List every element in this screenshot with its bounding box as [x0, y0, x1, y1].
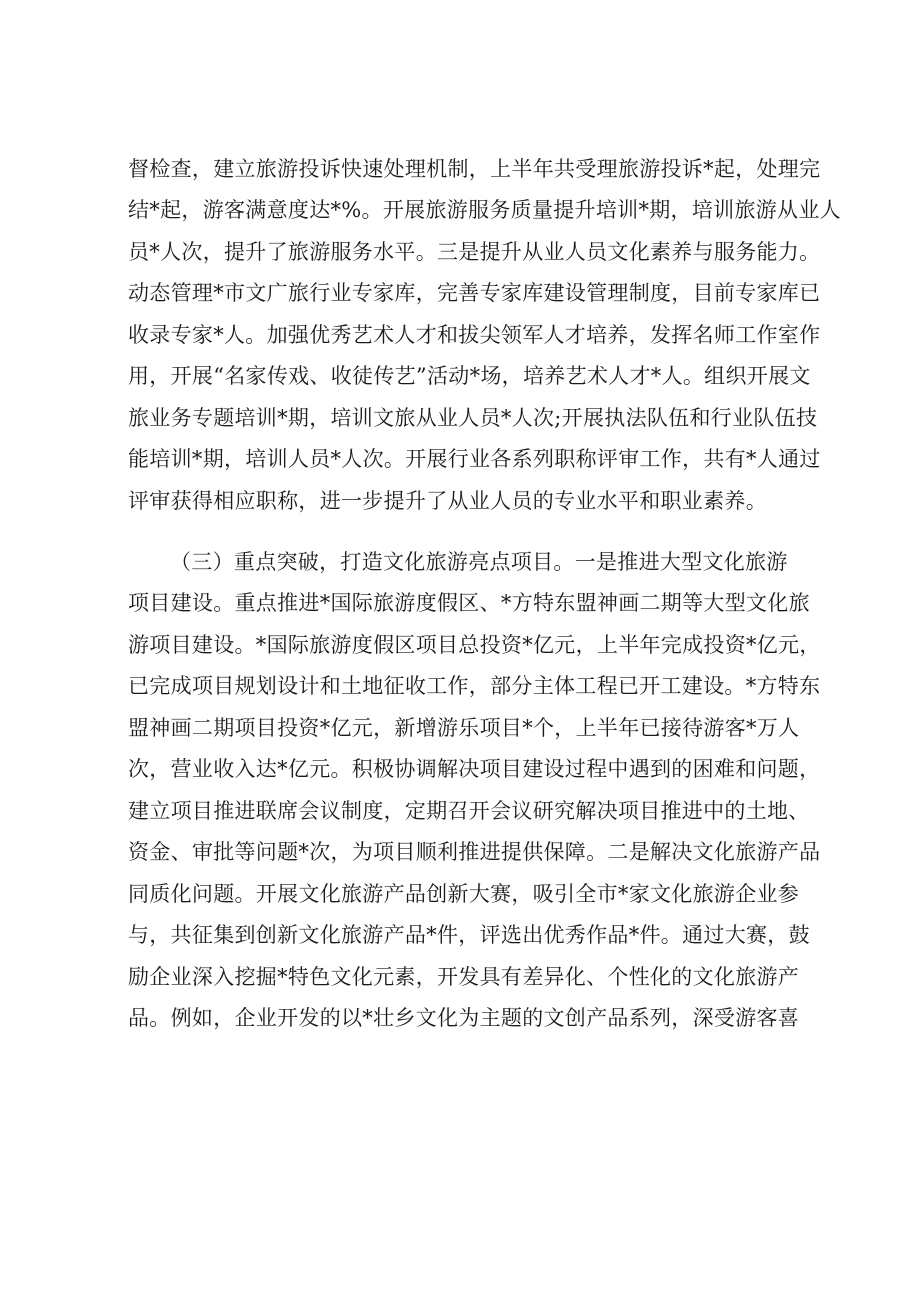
paragraph-1-line-1: 督检查，建立旅游投诉快速处理机制，上半年共受理旅游投诉*起，处理完: [128, 157, 821, 181]
paragraph-2-line-7: 建立项目推进联席会议制度，定期召开会议研究解决项目推进中的土地、: [128, 799, 810, 823]
paragraph-2-line-11: 励企业深入挖掘*特色文化元素，开发具有差异化、个性化的文化旅游产: [128, 965, 800, 989]
paragraph-1-line-5: 收录专家*人。加强优秀艺术人才和拔尖领军人才培养，发挥名师工作室作: [128, 323, 821, 347]
paragraph-1-line-9: 评审获得相应职称，进一步提升了从业人员的专业水平和职业素养。: [128, 489, 767, 513]
paragraph-2-line-6: 次，营业收入达*亿元。积极协调解决项目建设过程中遇到的困难和问题，: [128, 757, 821, 781]
paragraph-1-line-7: 旅业务专题培训*期，培训文旅从业人员*人次;开展执法队伍和行业队伍技: [128, 406, 818, 430]
paragraph-2-line-1: （三）重点突破，打造文化旅游亮点项目。一是推进大型文化旅游: [170, 550, 788, 574]
paragraph-1-line-6: 用，开展“名家传戏、收徒传艺”活动*场，培养艺术人才*人。组织开展文: [128, 364, 811, 388]
paragraph-2-line-5: 盟神画二期项目投资*亿元，新增游乐项目*个，上半年已接待游客*万人: [128, 716, 800, 740]
paragraph-2-line-9: 同质化问题。开展文化旅游产品创新大赛，吸引全市*家文化旅游企业参: [128, 882, 800, 906]
paragraph-2-line-10: 与，共征集到创新文化旅游产品*件，评选出优秀作品*件。通过大赛，鼓: [128, 923, 810, 947]
paragraph-2-line-3: 游项目建设。*国际旅游度假区项目总投资*亿元，上半年完成投资*亿元，: [128, 633, 821, 657]
paragraph-2-line-2: 项目建设。重点推进*国际旅游度假区、*方特东盟神画二期等大型文化旅: [128, 591, 810, 615]
paragraph-1-line-8: 能培训*期，培训人员*人次。开展行业各系列职称评审工作，共有*人通过: [128, 447, 821, 471]
paragraph-1-line-4: 动态管理*市文广旅行业专家库，完善专家库建设管理制度，目前专家库已: [128, 281, 821, 305]
paragraph-1-line-2: 结*起，游客满意度达*%。开展旅游服务质量提升培训*期，培训旅游从业人: [128, 198, 841, 222]
paragraph-2-line-4: 已完成项目规划设计和土地征收工作，部分主体工程已开工建设。*方特东: [128, 674, 821, 698]
paragraph-1-line-3: 员*人次，提升了旅游服务水平。三是提升从业人员文化素养与服务能力。: [128, 240, 821, 264]
paragraph-2-line-8: 资金、审批等问题*次，为项目顺利推进提供保障。二是解决文化旅游产品: [128, 840, 821, 864]
paragraph-2-line-12: 品。例如，企业开发的以*壮乡文化为主题的文创产品系列，深受游客喜: [128, 1006, 800, 1030]
